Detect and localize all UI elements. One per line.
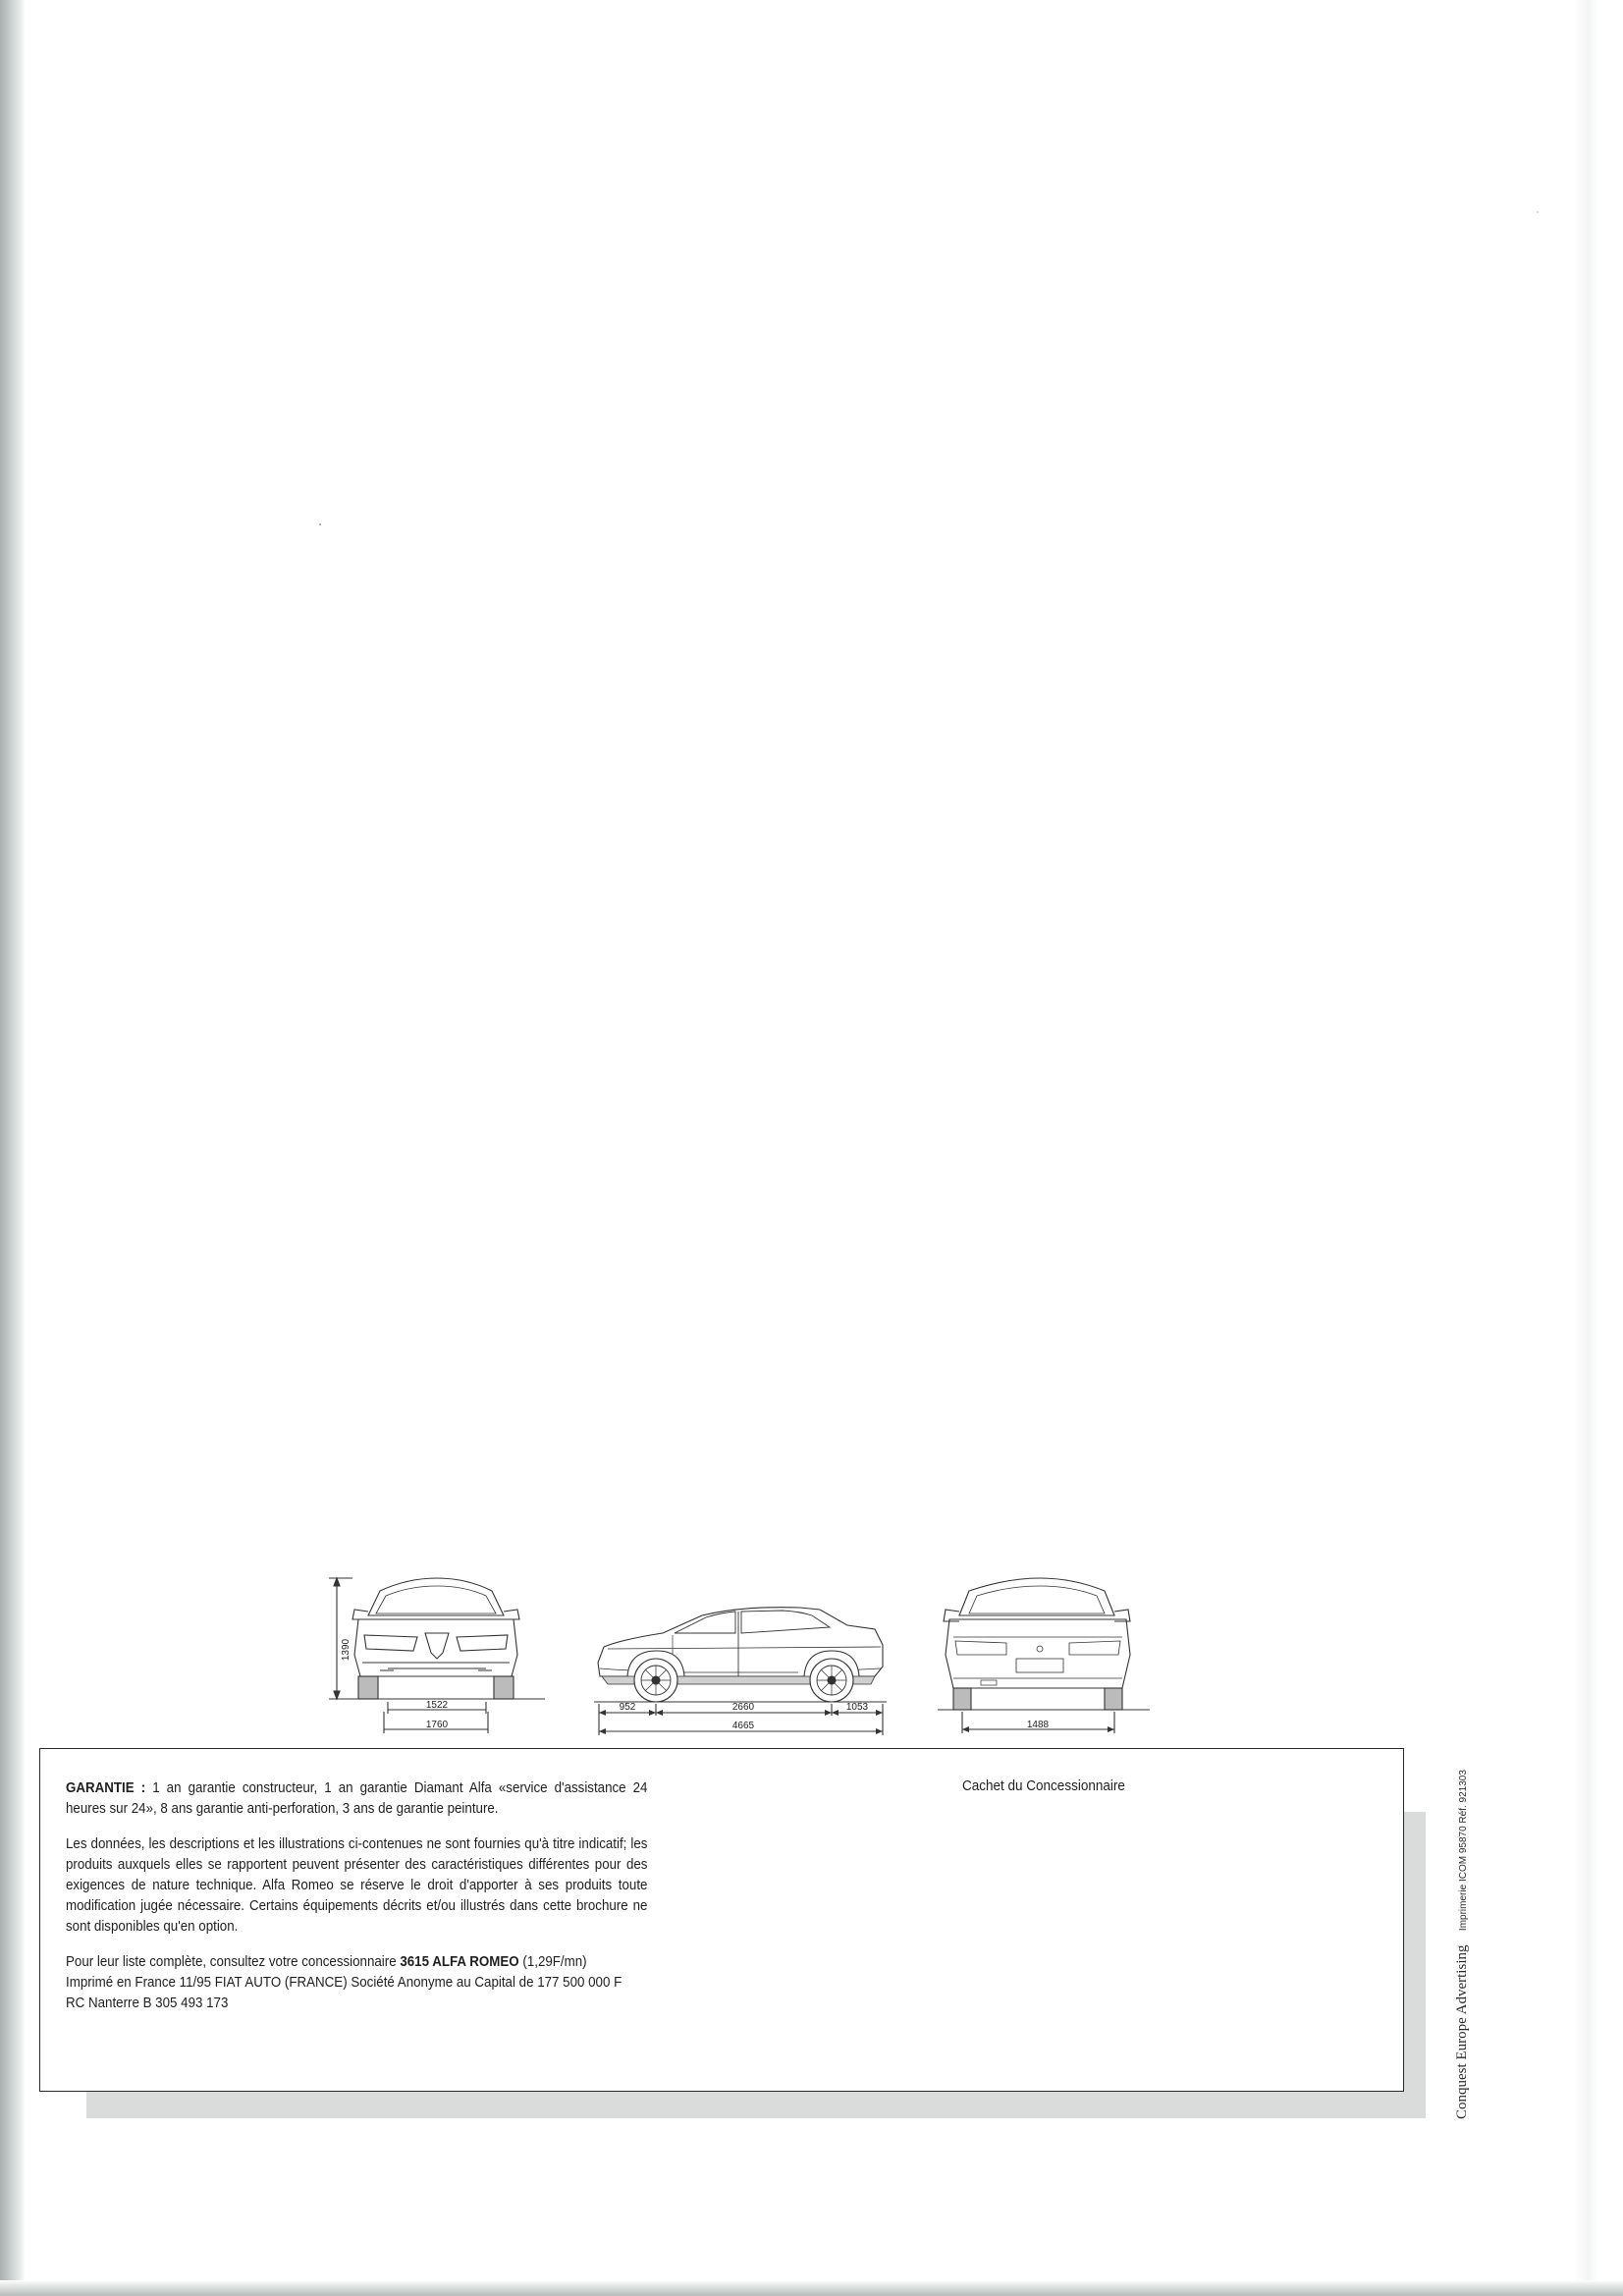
printed-line: Imprimé en France 11/95 FIAT AUTO (FRANCE) Société Anonyme au Capital de 177 500 000 F: [66, 1975, 622, 1991]
agency-credit: Conquest Europe Advertising: [1454, 1944, 1470, 2119]
length-dim-label: 4665: [731, 1721, 755, 1731]
rear-view-drawing: [944, 1578, 1130, 1710]
wheelbase-dim-label: 2660: [731, 1702, 755, 1713]
dealer-stamp-label: Cachet du Concessionnaire: [962, 1777, 1125, 1794]
front-overhang-dim-label: 952: [619, 1702, 636, 1713]
dealer-paragraph: [66, 1952, 647, 1973]
scan-speck: [319, 523, 321, 525]
rear-overhang-dim-label: 1053: [845, 1702, 869, 1713]
front-view-drawing: [352, 1578, 519, 1699]
imprint-vertical: [1453, 1770, 1471, 2119]
printer-reference: Imprimerie ICOM 95870 Réf. 921303: [1458, 1770, 1469, 1932]
side-view-drawing: [598, 1608, 883, 1702]
rc-line: RC Nanterre B 305 493 173: [66, 1995, 229, 2011]
height-dim-label: 1390: [341, 1638, 352, 1662]
minitel-price: (1,29F/mn): [522, 1954, 587, 1970]
front-width-dim-label: 1760: [425, 1720, 449, 1730]
front-track-dim-label: 1522: [425, 1700, 449, 1711]
rear-track-dim-label: 1488: [1026, 1720, 1050, 1730]
garantie-label: GARANTIE :: [66, 1780, 146, 1796]
scan-edge-left: [0, 0, 26, 2296]
car-dimension-drawings: [329, 1557, 1242, 1743]
scan-edge-right: [1574, 0, 1623, 2296]
disclaimer-paragraph: Les données, les descriptions et les illustrations ci-contenues ne sont fournies qu'à titre indicatif; les produits auxquels elles se rapportent peuvent présenter des caractéristiques différentes pour des exigences de nature technique. Alfa Romeo se réserve le droit d'apporter à ses produits toute modification jugée nécessaire. Certains équipements décrits et/ou illustrés dans cette brochure ne sont disponibles qu'en option.: [66, 1836, 648, 1935]
dealer-prefix: Pour leur liste complète, consultez votre concessionnaire: [66, 1954, 397, 1970]
garantie-text: 1 an garantie constructeur, 1 an garantie Diamant Alfa «service d'assistance 24 heures sur 24», 8 ans garantie anti-perforation, 3 ans de garantie peinture.: [66, 1780, 648, 1817]
scan-edge-bottom: [0, 2280, 1623, 2296]
garantie-paragraph: [66, 1778, 647, 1820]
legal-text-column: [66, 1778, 647, 2014]
scan-speck: [1537, 211, 1539, 213]
info-box: [39, 1748, 1404, 2092]
minitel-service: 3615 ALFA ROMEO: [400, 1954, 519, 1970]
